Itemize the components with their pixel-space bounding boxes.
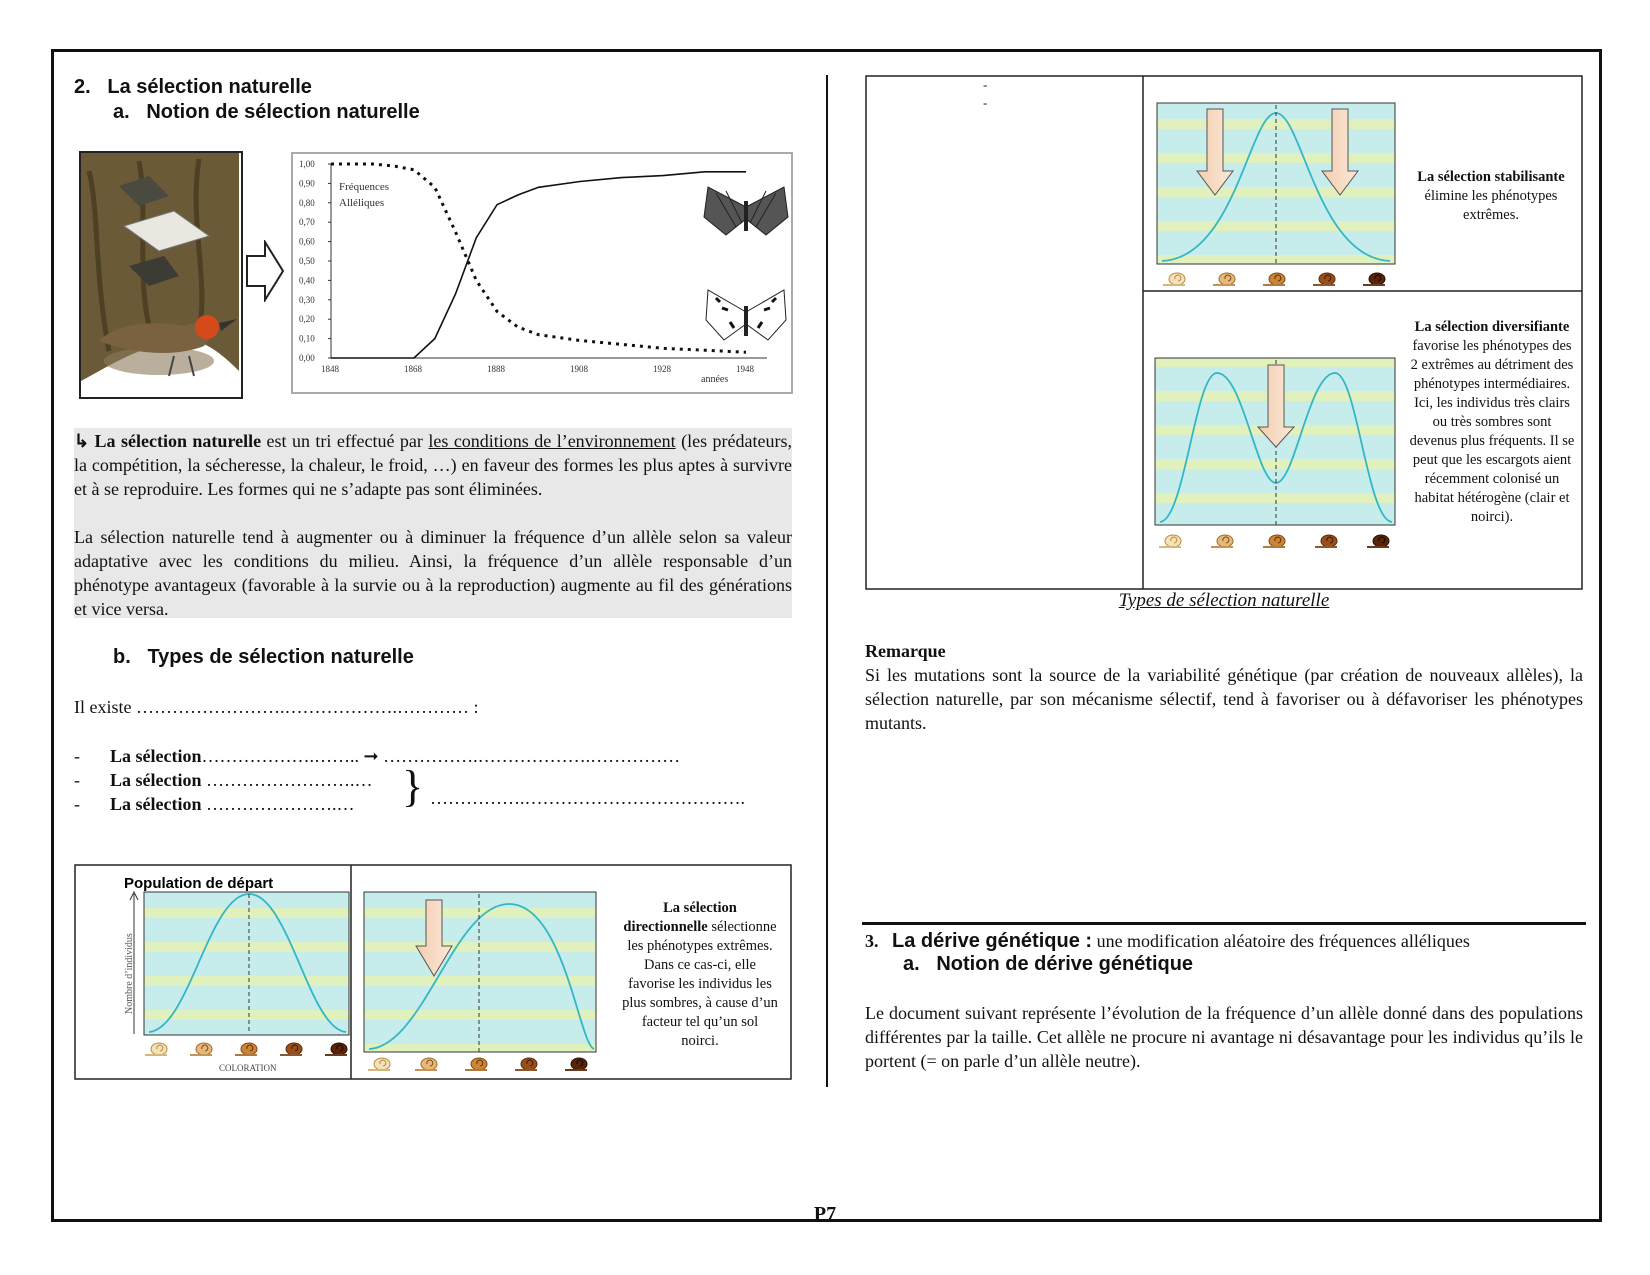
section-title: La sélection naturelle (107, 76, 312, 98)
definition-paragraph (74, 429, 792, 501)
pointer-arrow-icon: ↳ (74, 431, 90, 451)
subsection-letter: a. (113, 101, 130, 123)
subsection-title: Types de sélection naturelle (147, 646, 414, 668)
list-dash: - (74, 794, 80, 814)
y-tick-label: 0,50 (299, 256, 315, 266)
section-3-heading (865, 930, 1470, 953)
stabilizing-text: élimine les phénotypes extrêmes. (1424, 188, 1558, 223)
subsection-letter: b. (113, 646, 131, 668)
x-tick-label: 1868 (404, 364, 422, 374)
section-2a-heading (113, 101, 420, 124)
diversifying-title: La sélection diversifiante (1414, 319, 1570, 335)
y-tick-label: 0,40 (299, 275, 315, 286)
derive-text: Le document suivant représente l’évolution de la fréquence d’un allèle donné dans des populations différentes par la taille. Cet allèle ne procure ni avantage ni désavantage pour les individus qu’ils le portent (= on parle d’un allèle neutre). (865, 1003, 1583, 1071)
list-item (74, 744, 680, 768)
definition-text-2: (les prédateurs, la compétition, la sécheresse, la chaleur, le froid, …) en faveur des formes les plus aptes à survivre et à se reproduire. Les formes qui ne s’adapte pas sont éliminées. (74, 431, 792, 499)
list-bold: La sélection (110, 794, 202, 814)
diversifying-description (1408, 318, 1576, 527)
section-number: 3. (865, 931, 879, 951)
x-tick-label: 1928 (653, 364, 671, 374)
x-tick-label: 1948 (736, 364, 754, 374)
list-item (74, 768, 373, 792)
x-tick-label: 1908 (570, 364, 588, 374)
subsection-title: Notion de sélection naturelle (146, 101, 420, 123)
moth-bird-illustration (79, 151, 243, 399)
section-number: 2. (74, 76, 91, 98)
definition-paragraph-2: La sélection naturelle tend à augmenter ou à diminuer la fréquence d’un allèle selon sa valeur adaptative avec les conditions du milieu. Ainsi, la fréquence d’un allèle responsable d’un phénotype avantageux (favorable à la survie ou à la reproduction) augmente au fil des générations et vice versa. (74, 527, 792, 619)
allele-frequency-chart (291, 152, 793, 394)
population-label: Population de départ (124, 875, 274, 892)
x-tick-label: 1888 (487, 364, 505, 374)
y-tick-label: 0,80 (299, 197, 315, 208)
figure-caption: Types de sélection naturelle (1118, 590, 1330, 611)
list-dots: ……………….…….. ➞ …………….……………….…………… (201, 746, 681, 766)
dash: - (983, 77, 988, 92)
column-separator (826, 75, 828, 1087)
section-2-heading (74, 76, 312, 99)
exist-line: Il existe …………………….……………….………… : (74, 697, 479, 717)
yaxis-label: Nombre d’individus (124, 933, 135, 1014)
definition-underlined: les conditions de l’environnement (428, 431, 676, 451)
remark-text: Si les mutations sont la source de la variabilité génétique (par création de nouveaux allèles), la sélection naturelle, par son mécanisme sélectif, tend à favoriser ou à défavoriser les phénotypes mutants. (865, 665, 1583, 733)
list-item (74, 792, 355, 816)
definition-term: La sélection naturelle (94, 431, 262, 451)
right-arrow-icon (245, 240, 285, 302)
y-tick-label: 0,70 (299, 217, 315, 228)
section-subtitle: une modification aléatoire des fréquences alléliques (1092, 931, 1470, 951)
directional-title: La sélection directionnelle (623, 900, 737, 935)
xaxis-label: COLORATION (219, 1063, 277, 1073)
brace-dots: …………….………………………………. (430, 788, 745, 808)
directional-text: sélectionne les phénotypes extrêmes. Dans ce cas-ci, elle favorise les individus les plus sombres, à cause d’un facteur tel qu’un sol noirci. (622, 919, 778, 1049)
subsection-letter: a. (903, 953, 920, 975)
stabilizing-title: La sélection stabilisante (1417, 169, 1565, 185)
y-tick-label: 0,90 (299, 178, 315, 189)
section-3a-heading (903, 953, 1193, 976)
diversifying-text: favorise les phénotypes des 2 extrêmes au détriment des phénotypes intermédiaires. Ici, les individus très clairs ou très sombres sont devenus plus fréquents. Il se peut que les escargots aient récemment colonisé un habitat hétérogène (clair et noirci). (1409, 338, 1575, 525)
y-tick-label: 1,00 (299, 159, 315, 169)
y-tick-label: 0,20 (299, 314, 315, 325)
list-dots: ………………….… (201, 794, 355, 814)
list-dash: - (74, 746, 80, 766)
list-bold: La sélection (110, 746, 202, 766)
graph-ylabel-2: Alléliques (339, 197, 385, 209)
brace-icon: } (402, 762, 424, 811)
dash: - (983, 95, 988, 110)
y-tick-label: 0,00 (299, 353, 315, 363)
list-dots: …………………….… (201, 770, 373, 790)
directional-description (622, 899, 778, 1051)
subsection-title: Notion de dérive génétique (936, 953, 1194, 975)
y-tick-label: 0,10 (299, 333, 315, 344)
y-tick-label: 0,60 (299, 236, 315, 247)
graph-xunit: années (701, 374, 729, 385)
y-tick-label: 0,30 (299, 294, 315, 305)
section-title: La dérive génétique : (892, 930, 1093, 952)
stabilizing-description (1405, 168, 1577, 225)
section-2b-heading (113, 646, 414, 669)
graph-ylabel-1: Fréquences (339, 181, 390, 193)
section-divider (862, 922, 1586, 925)
page-number: P7 (813, 1203, 837, 1225)
remark-title: Remarque (865, 641, 946, 661)
x-tick-label: 1848 (321, 364, 339, 374)
list-bold: La sélection (110, 770, 202, 790)
list-dash: - (74, 770, 80, 790)
definition-text-1: est un tri effectué par (261, 431, 429, 451)
top-dashes (983, 76, 987, 112)
